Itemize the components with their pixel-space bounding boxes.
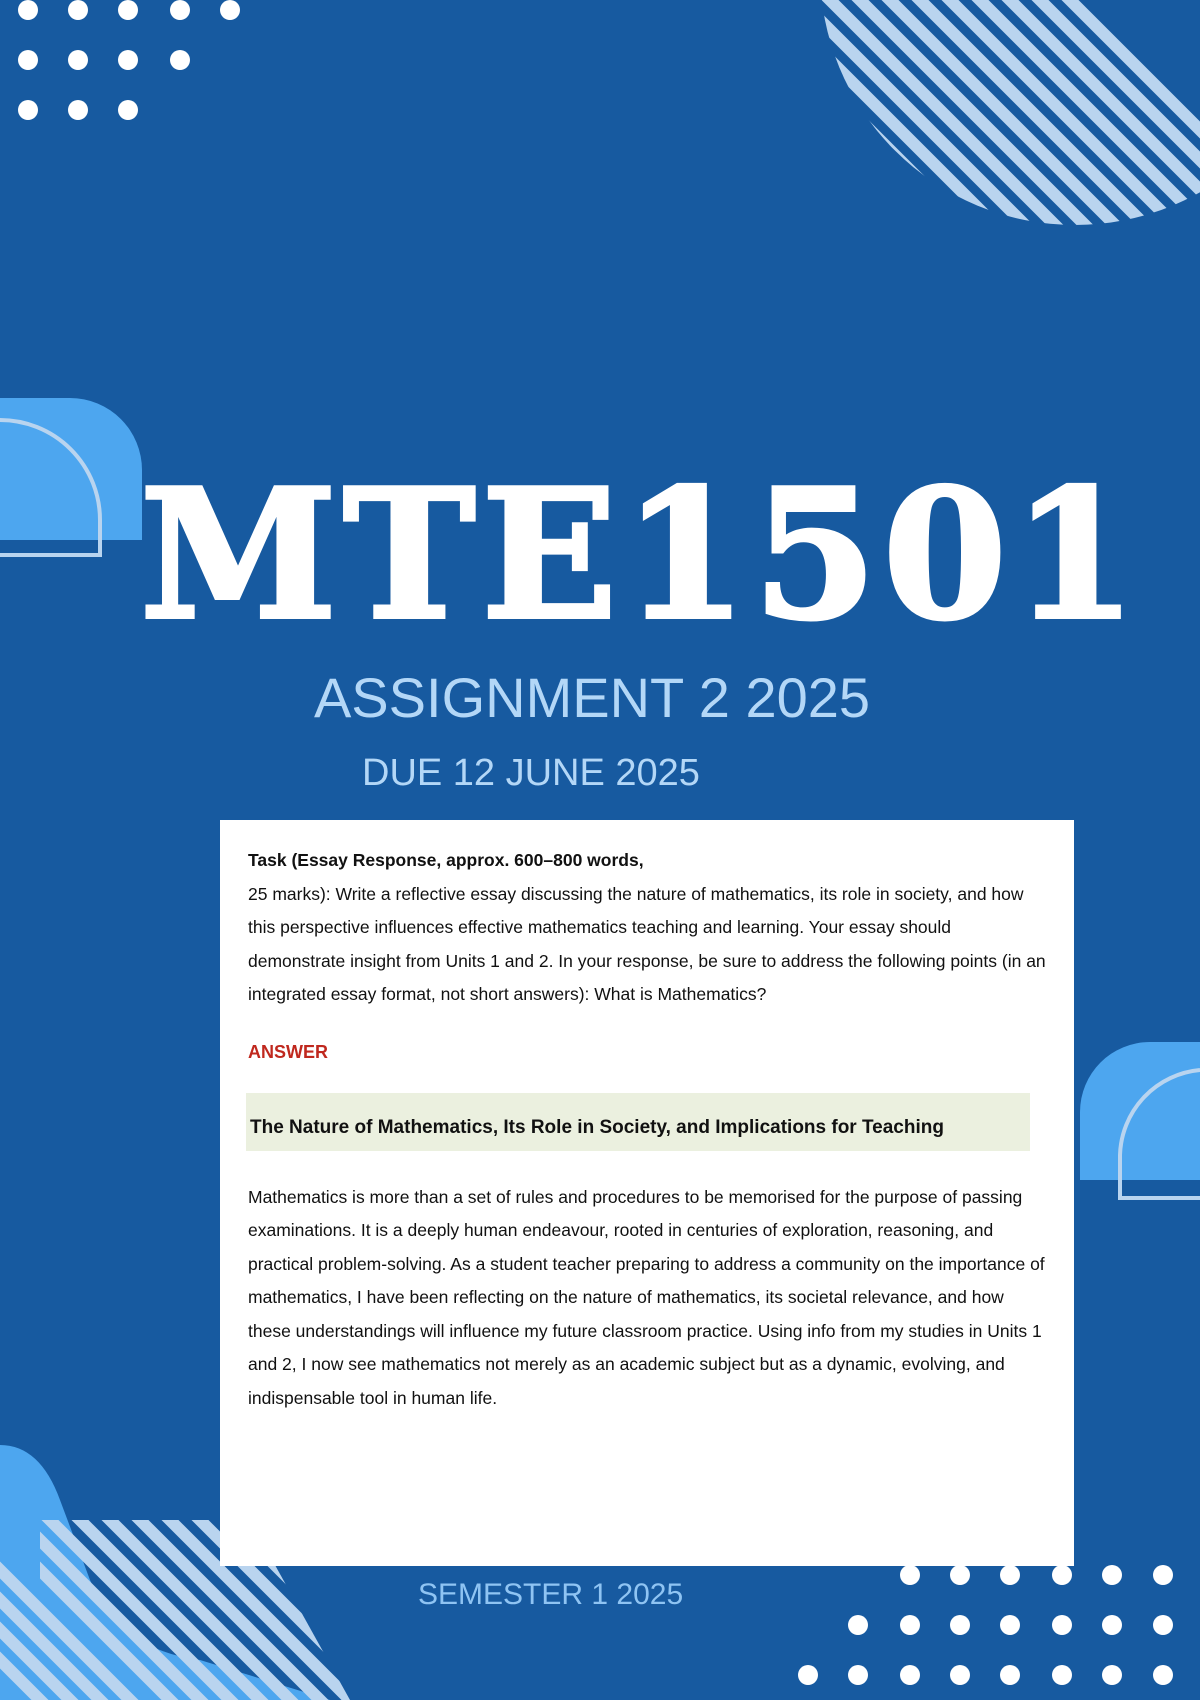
assignment-title (0, 665, 1200, 730)
semester-label: SEMESTER 1 2025 (418, 1578, 684, 1611)
task-body: 25 marks): Write a reflective essay discussing the nature of mathematics, its role in society, and how this perspective influences effective mathematics teaching and learning. Your essay should demonstrate insight from Units 1 and 2. In your response, be sure to address the following points (in an integrated essay format, not short answers): What is Mathematics? (248, 883, 1046, 1004)
essay-preview-card (220, 820, 1074, 1566)
essay-body-paragraph: Mathematics is more than a set of rules and procedures to be memorised for the purpose of passing examinations. It is a deeply human endeavour, rooted in centuries of exploration, reasoning, and practical problem-solving. As a student teacher preparing to address a community on the importance of mathematics, I have been reflecting on the nature of mathematics, its societal relevance, and how these understandings will influence my future classroom practice. Using info from my studies in Units 1 and 2, I now see mathematics not merely as an academic subject but as a dynamic, evolving, and indispensable tool in human life. (248, 1186, 1045, 1408)
answer-label: ANSWER (248, 1041, 328, 1062)
due-date: DUE 12 JUNE 2025 (362, 752, 700, 794)
task-description (248, 844, 1046, 1012)
task-heading: Task (Essay Response, approx. 600–800 words, (248, 850, 644, 870)
essay-section-heading: The Nature of Mathematics, Its Role in Society, and Implications for Teaching (246, 1093, 1030, 1151)
assignment-title-text: ASSIGNMENT 2 2025 (313, 666, 871, 729)
course-code-title: MTE1501 (140, 450, 1143, 659)
